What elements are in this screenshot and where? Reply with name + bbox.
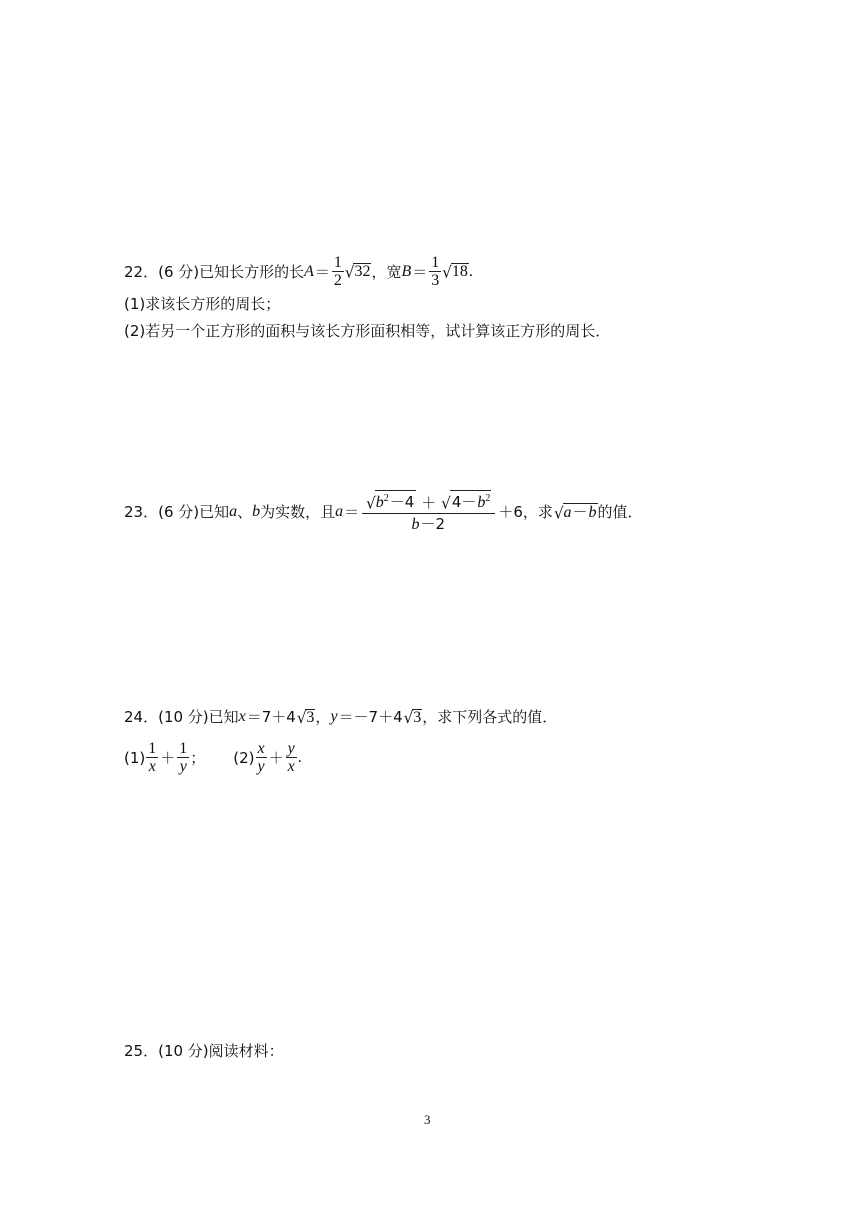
q24-p1-fraction-2: $\frac{1}{y}$ (179, 740, 188, 775)
q22-sqrt1-radicand: 32 (354, 263, 371, 280)
q24-eq-1: ＝7＋4 (246, 708, 296, 726)
q24-sqrt-2 (404, 709, 423, 726)
q24-end: ，求下列各式的值． (422, 708, 558, 726)
q22-end: . (468, 262, 473, 280)
q23-prefix: 23．(6 分)已知 (124, 502, 230, 521)
q22-sqrt-2 (442, 263, 469, 280)
q23-num-sqrt-1 (366, 490, 416, 511)
radical-icon: √ (441, 493, 451, 513)
q22-sqrt2-radicand: 18 (451, 263, 468, 280)
q22-mid: ，宽 (371, 262, 402, 281)
question-25: 25．(10 分)阅读材料： (124, 1042, 284, 1060)
q22-sqrt-1 (345, 263, 372, 280)
radical-icon: √ (296, 708, 307, 727)
q24-p1-end: ； (190, 748, 206, 767)
q23-num-sqrt2-radicand: $4-b^2$ (450, 490, 492, 511)
q24-prefix: 24．(10 分)已知 (124, 708, 239, 726)
q23-sqrt-result-radicand: a－b (563, 502, 597, 521)
q22-var-B: B (401, 262, 412, 280)
q23-var-a-2: a (335, 502, 344, 520)
q22-equals-1: ＝ (314, 262, 330, 281)
q22-frac1-denominator: 2 (333, 272, 342, 289)
question-23 (124, 490, 643, 533)
q23-tail: ＋6，求 (498, 502, 553, 521)
q24-p1-fraction-1: $\frac{1}{x}$ (148, 740, 157, 775)
q23-var-a: a (229, 502, 238, 520)
radical-icon: √ (442, 262, 452, 282)
q24-parts (124, 740, 302, 775)
radical-icon: √ (553, 503, 564, 522)
q22-frac2-denominator: 3 (431, 272, 440, 289)
q23-sqrt-result (554, 503, 598, 521)
q22-equals-2: ＝ (412, 262, 428, 281)
q23-num-sqrt-2 (441, 490, 491, 511)
q23-sep: 、 (237, 502, 253, 521)
q24-part1-label: (1) (124, 748, 146, 767)
q22-var-A: A (304, 262, 314, 280)
q24-p2-fraction-2: $\frac{y}{x}$ (287, 740, 295, 775)
q23-equals: ＝ (344, 502, 360, 521)
q23-num-sqrt1-radicand: $b^2-4$ (375, 490, 417, 511)
q23-end: 的值． (597, 502, 643, 521)
radical-icon: √ (366, 493, 376, 513)
q24-p2-fraction-1: $\frac{x}{y}$ (257, 740, 265, 775)
q23-num-plus: ＋ (421, 494, 437, 512)
question-24 (124, 707, 557, 727)
q24-part2-label: (2) (233, 748, 255, 767)
q22-prefix: 22．(6 分)已知长方形的长 (124, 262, 305, 281)
q23-mid: 为实数，且 (260, 502, 336, 521)
q22-part-2: (2)若另一个正方形的面积与该长方形面积相等，试计算该正方形的周长． (124, 322, 611, 340)
q23-denominator: b－2 (411, 515, 446, 533)
q22-fraction-2 (429, 254, 441, 289)
radical-icon: √ (344, 262, 355, 282)
q24-var-x: x (238, 708, 246, 725)
q22-part-1: (1)求该长方形的周长； (124, 295, 281, 313)
question-22 (124, 254, 473, 289)
q24-sqrt2-radicand: 3 (413, 708, 422, 726)
q24-var-y: y (330, 708, 338, 725)
q22-frac2-numerator: 1 (431, 254, 440, 271)
q24-eq-2: ＝－7＋4 (338, 708, 403, 726)
q24-p1-plus: ＋ (160, 748, 176, 767)
q22-frac1-numerator: 1 (333, 254, 342, 271)
q24-comma: ， (315, 708, 331, 726)
q24-p2-end: . (297, 748, 302, 766)
q22-fraction-1 (332, 254, 344, 289)
radical-icon: √ (403, 708, 414, 727)
q24-sqrt1-radicand: 3 (306, 708, 315, 726)
q24-sqrt-1 (297, 709, 316, 726)
q23-fraction (362, 490, 495, 533)
q23-numerator (362, 490, 495, 514)
q23-var-b: b (252, 502, 261, 520)
q24-p2-plus: ＋ (268, 748, 284, 767)
page-number: 3 (424, 1112, 431, 1127)
